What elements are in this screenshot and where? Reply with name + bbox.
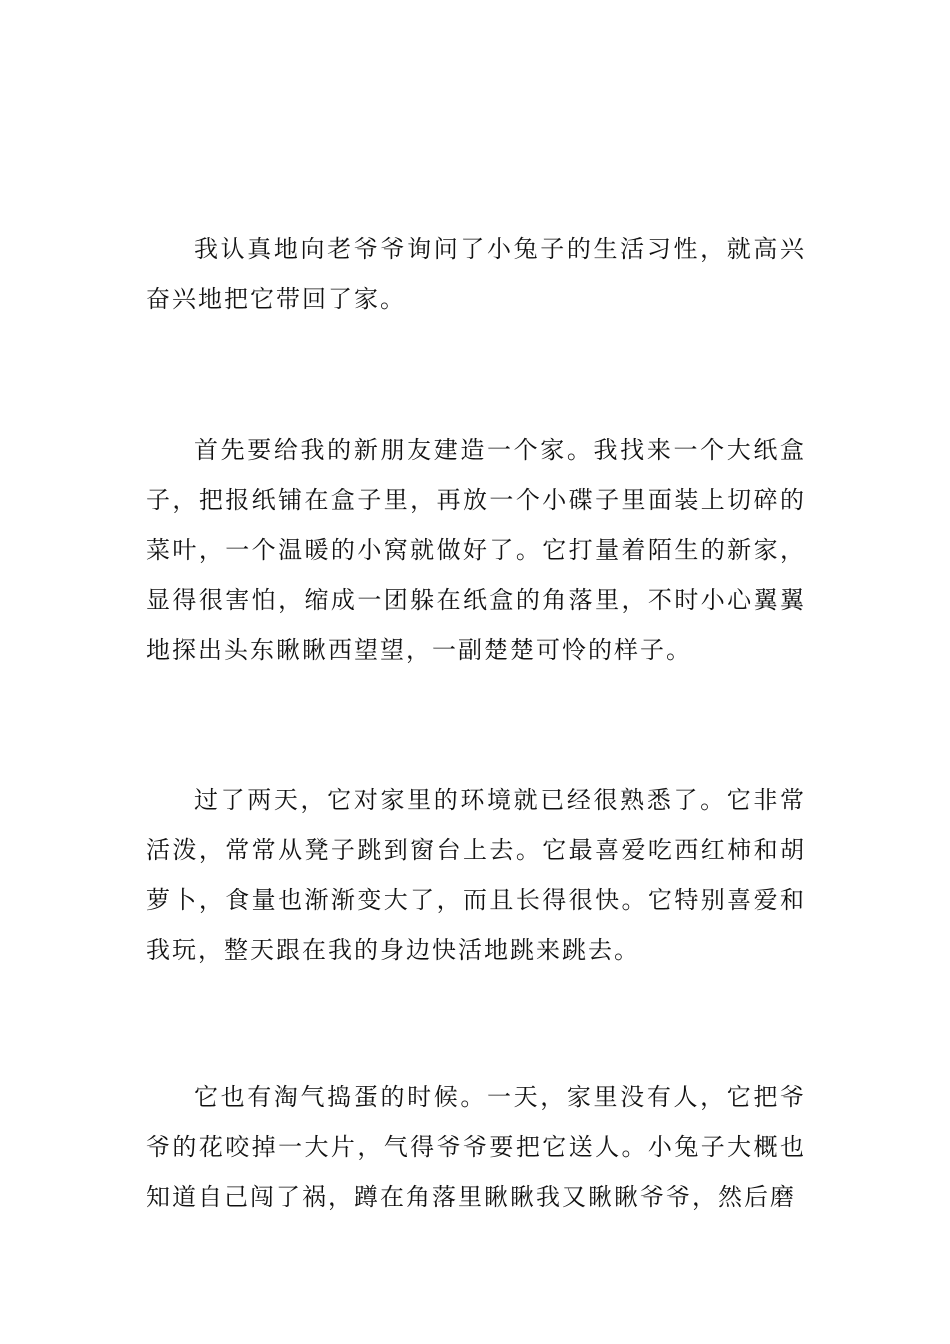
paragraph-2: 首先要给我的新朋友建造一个家。我找来一个大纸盒子，把报纸铺在盒子里，再放一个小碟子里面装上切碎的菜叶，一个温暖的小窝就做好了。它打量着陌生的新家，显得很害怕，缩成一团躲在纸盒的角落里，不时小心翼翼地探出头东瞅瞅西望望，一副楚楚可怜的样子。 bbox=[146, 436, 806, 664]
paragraph-4: 它也有淘气捣蛋的时候。一天，家里没有人，它把爷爷的花咬掉一大片，气得爷爷要把它送人。小兔子大概也知道自己闯了祸，蹲在角落里瞅瞅我又瞅瞅爷爷，然后磨 bbox=[146, 1083, 806, 1211]
paragraph-1: 我认真地向老爷爷询问了小兔子的生活习性，就高兴奋兴地把它带回了家。 bbox=[146, 235, 806, 313]
paragraph-3: 过了两天，它对家里的环境就已经很熟悉了。它非常活泼，常常从凳子跳到窗台上去。它最喜爱吃西红柿和胡萝卜，食量也渐渐变大了，而且长得很快。它特别喜爱和我玩，整天跟在我的身边快活地跳来跳去。 bbox=[146, 786, 806, 964]
